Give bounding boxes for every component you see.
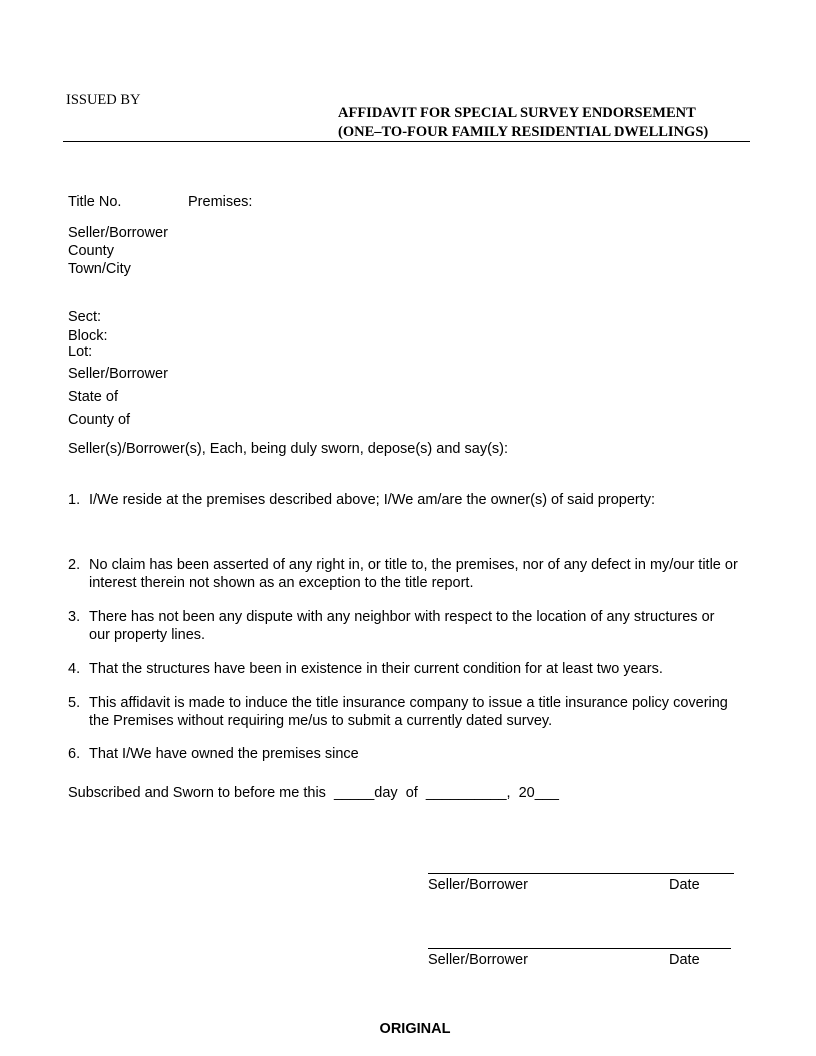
title-no-label: Title No. [68, 194, 122, 210]
header-divider [63, 141, 750, 142]
premises-label: Premises: [188, 194, 253, 210]
signature-date-label: Date [669, 952, 700, 968]
statement-number: 3. [68, 609, 81, 625]
signature-date-label: Date [669, 877, 700, 893]
statement-text: This affidavit is made to induce the title insurance company to issue a title insurance policy covering the Premises without requiring me/us to submit a currently dated survey. [89, 695, 728, 729]
deposition-intro: Seller(s)/Borrower(s), Each, being duly sworn, depose(s) and say(s): [68, 441, 508, 457]
subscribed-sworn-line: Subscribed and Sworn to before me this _____day of __________, 20___ [68, 785, 559, 801]
county-label: County [68, 243, 114, 259]
seller-borrower-label: Seller/Borrower [68, 225, 168, 241]
county-of-label: County of [68, 412, 131, 428]
original-footer: ORIGINAL [379, 1021, 451, 1037]
statement-number: 6. [68, 746, 81, 762]
signature-line [428, 948, 731, 949]
town-city-label: Town/City [68, 261, 131, 277]
state-of-label: State of [68, 389, 118, 405]
signature-label: Seller/Borrower [428, 877, 528, 893]
block-label: Block: [68, 328, 108, 344]
signature-line [428, 873, 734, 874]
statement-text: No claim has been asserted of any right in, or title to, the premises, nor of any defect in my/our title or interest therein not shown as an exception to the title report. [89, 557, 738, 591]
statement-number: 1. [68, 492, 81, 508]
seller-borrower-label-2: Seller/Borrower [68, 366, 168, 382]
document-title-line-1: AFFIDAVIT FOR SPECIAL SURVEY ENDORSEMENT [338, 105, 696, 121]
sect-label: Sect: [68, 309, 102, 325]
statement-text: That I/We have owned the premises since [89, 746, 359, 762]
statement-number: 5. [68, 695, 81, 711]
document-title [338, 104, 708, 142]
signature-label: Seller/Borrower [428, 952, 528, 968]
statement-number: 2. [68, 557, 81, 573]
document-title-line-2: (ONE–TO-FOUR FAMILY RESIDENTIAL DWELLINGS) [338, 124, 709, 140]
statement-text: There has not been any dispute with any neighbor with respect to the location of any structures or our property lines. [89, 609, 715, 643]
statement-number: 4. [68, 661, 81, 677]
issued-by-label: ISSUED BY [66, 92, 141, 108]
statement-text: That the structures have been in existence in their current condition for at least two years. [89, 661, 663, 677]
statement-text: I/We reside at the premises described above; I/We am/are the owner(s) of said property: [89, 492, 656, 508]
lot-label: Lot: [68, 344, 93, 360]
